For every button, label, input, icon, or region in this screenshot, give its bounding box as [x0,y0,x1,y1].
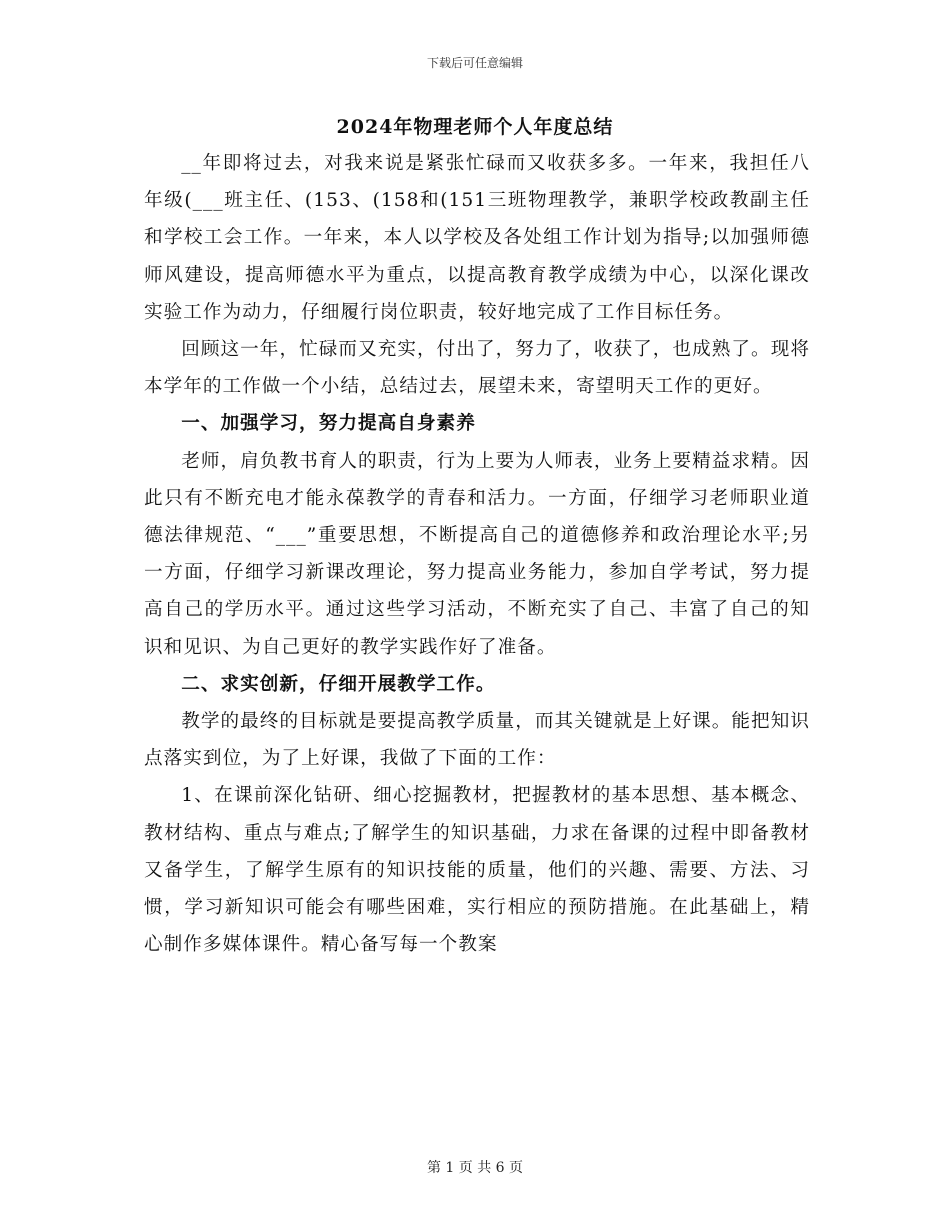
header-note: 下载后可任意编辑 [426,56,523,70]
document-title: 2024年物理老师个人年度总结 [336,116,614,138]
section-heading-1: 一、加强学习，努力提高自身素养 [181,413,476,435]
section-heading-2: 二、求实创新，仔细开展教学工作。 [181,673,496,695]
page-number: 第 1 页 共 6 页 [426,1160,524,1176]
document-body [144,145,810,963]
paragraph-intro: __年即将过去，对我来说是紧张忙碌而又收获多多。一年来，我担任八年级(___班主任、(153、(158和(151三班物理教学，兼职学校政教副主任和学校工会工作。一年来，本人以学校及各处组工作计划为指导;以加强师德师风建设，提高师德水平为重点，以提高教育教学成绩为中心，以深化课改实验工作为动力，仔细履行岗位职责，较好地完成了工作目标任务。 [144,153,810,323]
paragraph-section-1: 老师，肩负教书育人的职责，行为上要为人师表，业务上要精益求精。因此只有不断充电才能永葆教学的青春和活力。一方面，仔细学习老师职业道德法律规范、“___”重要思想，不断提高自己的道德修养和政治理论水平;另一方面，仔细学习新课改理论，努力提高业务能力，参加自学考试，努力提高自己的学历水平。通过这些学习活动，不断充实了自己、丰富了自己的知识和见识、为自己更好的教学实践作好了准备。 [144,450,810,658]
paragraph-section-2-item-1: 1、在课前深化钻研、细心挖掘教材，把握教材的基本思想、基本概念、教材结构、重点与难点;了解学生的知识基础，力求在备课的过程中即备教材又备学生，了解学生原有的知识技能的质量，他们的兴趣、需要、方法、习惯，学习新知识可能会有哪些困难，实行相应的预防措施。在此基础上，精心制作多媒体课件。精心备写每一个教案 [144,785,810,956]
paragraph-section-2-intro: 教学的最终的目标就是要提高教学质量，而其关键就是上好课。能把知识点落实到位，为了上好课，我做了下面的工作： [144,711,810,770]
paragraph-review: 回顾这一年，忙碌而又充实，付出了，努力了，收获了，也成熟了。现将本学年的工作做一个小结，总结过去，展望未来，寄望明天工作的更好。 [144,339,810,398]
